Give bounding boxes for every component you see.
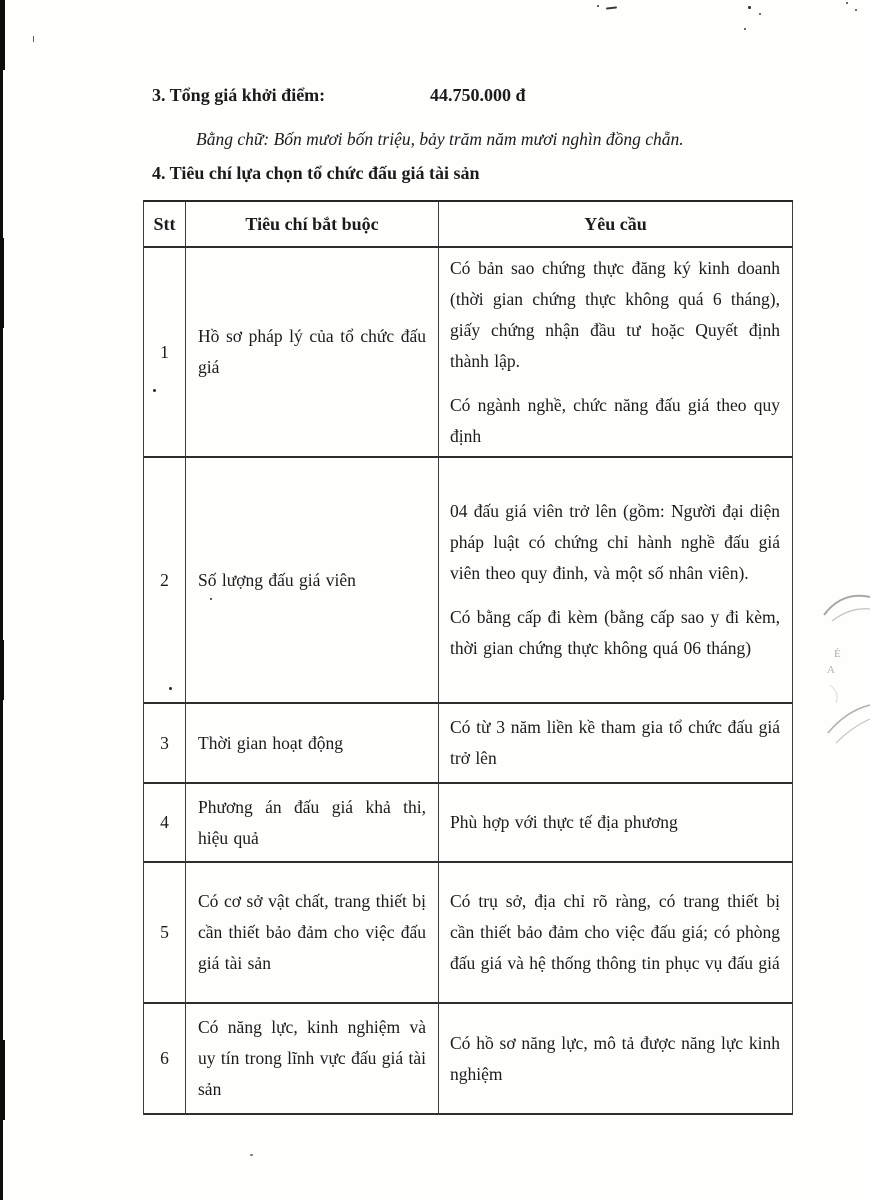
row4-stt-cell xyxy=(144,784,186,863)
starting-price-label: 3. Tổng giá khởi điểm: xyxy=(152,85,326,105)
scan-edge-artifact xyxy=(0,238,4,328)
requirement-paragraph: Có bằng cấp đi kèm (bằng cấp sao y đi kèm, thời gian chứng thực không quá 06 tháng) xyxy=(450,607,780,658)
scan-speck xyxy=(210,598,212,600)
row6-stt-cell xyxy=(144,1004,186,1115)
row2-criteria-cell xyxy=(186,458,439,704)
row4-requirement-cell xyxy=(439,784,793,863)
criteria-section-title: 4. Tiêu chí lựa chọn tổ chức đấu giá tài sản xyxy=(152,163,480,183)
row-number: 6 xyxy=(160,1048,169,1068)
row3-requirement-cell xyxy=(439,704,793,784)
requirement-paragraph: Có ngành nghề, chức năng đấu giá theo quy định xyxy=(450,394,780,446)
scan-edge-artifact xyxy=(0,0,5,70)
criteria-text: Phương án đấu giá khả thi, hiệu quả xyxy=(198,796,426,848)
row1-requirement-cell xyxy=(439,248,793,458)
scan-speck xyxy=(846,2,848,4)
scan-speck xyxy=(33,36,34,42)
row5-requirement-cell xyxy=(439,863,793,1004)
table-header-criteria: Tiêu chí bắt buộc xyxy=(186,202,439,248)
row1-stt-cell xyxy=(144,248,186,458)
stamp-letter-fragment: A xyxy=(827,664,835,676)
row-number: 2 xyxy=(160,569,169,590)
scan-speck xyxy=(744,28,746,30)
row5-stt-cell xyxy=(144,863,186,1004)
row5-criteria-cell xyxy=(186,863,439,1004)
row-number: 1 xyxy=(160,341,169,362)
scan-speck xyxy=(748,6,751,9)
requirement-paragraph: 04 đấu giá viên trở lên (gồm: Người đại diện pháp luật có chứng chỉ hành nghề đấu giá viên theo quy đinh, và một số nhân viên). xyxy=(450,501,780,583)
requirement-paragraph: Có trụ sở, địa chỉ rõ ràng, có trang thiết bị cần thiết bảo đảm cho việc đấu giá; có phòng đấu giá và hệ thống thông tin phục vụ đấu giá xyxy=(450,891,780,973)
row-number: 5 xyxy=(160,922,169,942)
amount-in-words: Bằng chữ: Bốn mươi bốn triệu, bảy trăm năm mươi nghìn đồng chẵn. xyxy=(196,129,684,149)
requirement-paragraph: Có bản sao chứng thực đăng ký kinh doanh (thời gian chứng thực không quá 6 tháng), giấy chứng nhận đầu tư hoặc Quyết định thành lập. xyxy=(450,257,780,371)
scan-speck xyxy=(855,9,857,11)
row3-criteria-cell xyxy=(186,704,439,784)
table-header-requirement: Yêu cầu xyxy=(439,202,793,248)
requirement-paragraph: Phù hợp với thực tế địa phương xyxy=(450,812,678,832)
row-number: 3 xyxy=(160,732,169,753)
scan-speck xyxy=(153,389,156,392)
criteria-text: Có năng lực, kinh nghiệm và uy tín trong lĩnh vực đấu giá tài sản xyxy=(198,1017,426,1099)
row-number: 4 xyxy=(160,812,169,832)
criteria-text: Có cơ sở vật chất, trang thiết bị cần thiết bảo đảm cho việc đấu giá tài sản xyxy=(198,891,426,973)
scan-speck xyxy=(169,687,172,690)
scan-speck xyxy=(597,5,599,7)
starting-price-amount: 44.750.000 đ xyxy=(430,85,526,105)
scan-speck xyxy=(759,13,761,15)
scan-speck xyxy=(606,6,617,9)
criteria-text: Thời gian hoạt động xyxy=(198,732,343,753)
stamp-edge-artifact xyxy=(818,585,872,747)
row4-criteria-cell xyxy=(186,784,439,863)
requirement-paragraph: Có từ 3 năm liền kề tham gia tổ chức đấu giá trở lên xyxy=(450,717,780,768)
criteria-table xyxy=(143,200,793,1115)
row6-requirement-cell xyxy=(439,1004,793,1115)
scan-edge-artifact xyxy=(0,1040,5,1120)
row6-criteria-cell xyxy=(186,1004,439,1115)
row2-stt-cell xyxy=(144,458,186,704)
scan-edge-artifact xyxy=(0,0,3,1200)
starting-price-line xyxy=(152,84,526,106)
stamp-letter-fragment: É xyxy=(834,648,841,660)
row2-requirement-cell xyxy=(439,458,793,704)
criteria-text: Số lượng đấu giá viên xyxy=(198,569,356,590)
requirement-paragraph: Có hồ sơ năng lực, mô tả được năng lực kinh nghiệm xyxy=(450,1032,780,1084)
scan-speck xyxy=(250,1154,253,1156)
criteria-text: Hồ sơ pháp lý của tổ chức đấu giá xyxy=(198,326,426,377)
row1-criteria-cell xyxy=(186,248,439,458)
table-header-stt: Stt xyxy=(144,202,186,248)
scan-edge-artifact xyxy=(0,640,4,700)
row3-stt-cell xyxy=(144,704,186,784)
